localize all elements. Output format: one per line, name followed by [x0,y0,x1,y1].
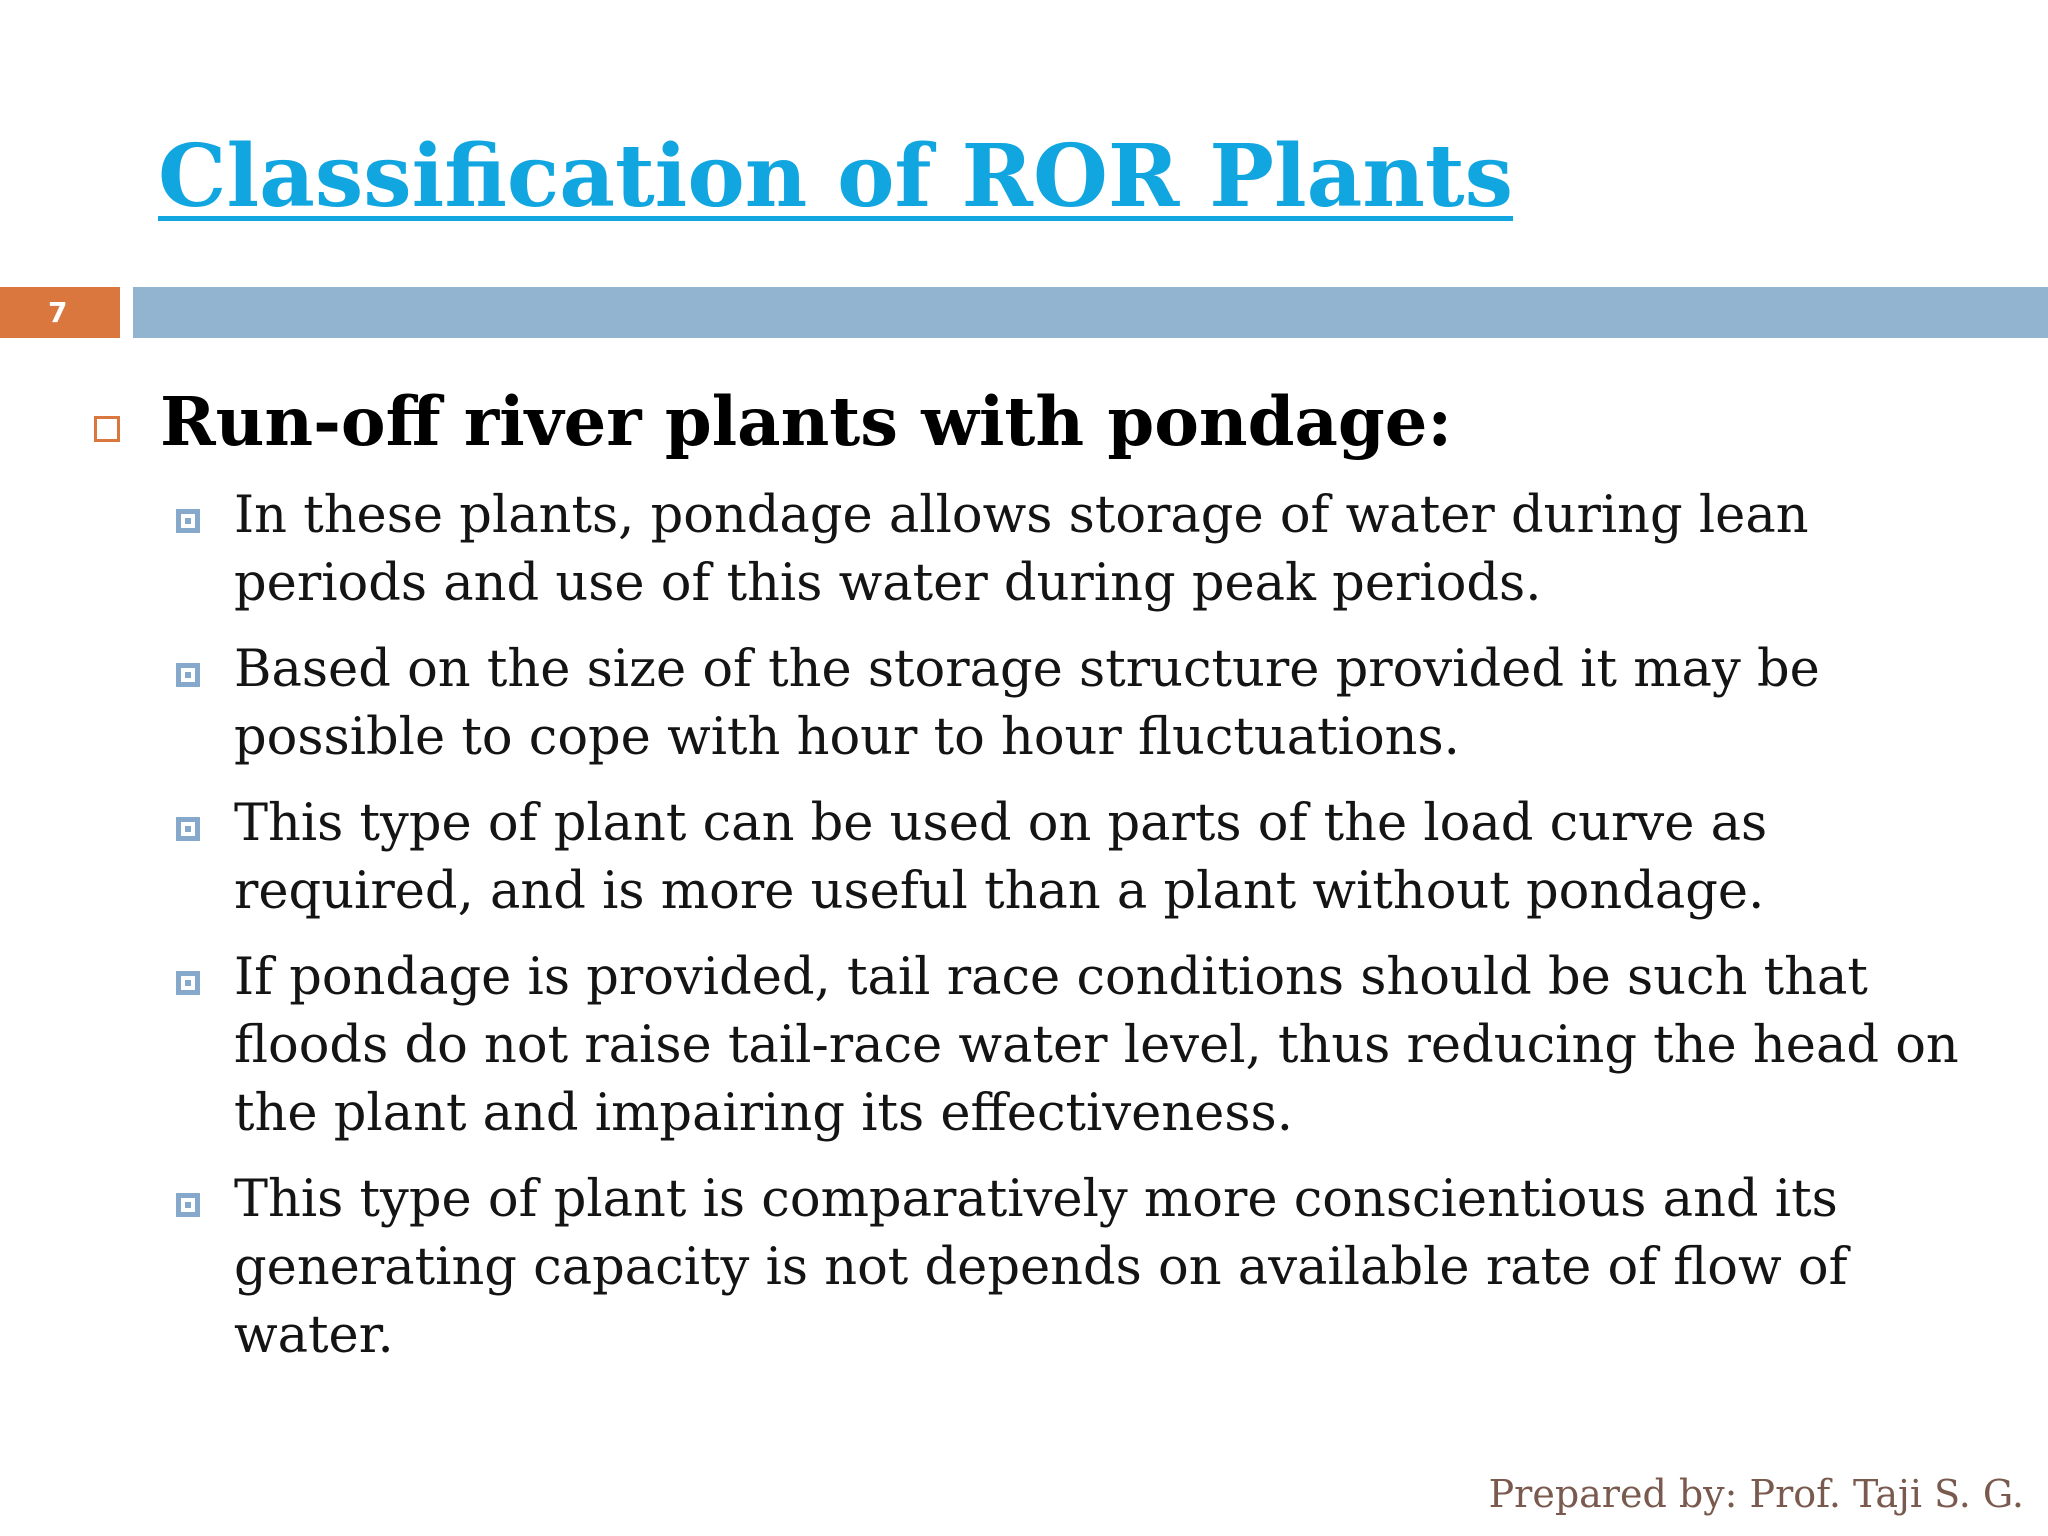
square-bullet-icon [176,509,200,533]
list-item-text: If pondage is provided, tail race conditions should be such that floods do not raise tail-race water level, thus reducing the head on the plant and impairing its effectiveness. [234,948,1959,1143]
list-item [176,636,2006,772]
list-item [176,1166,2006,1370]
square-bullet-icon [176,971,200,995]
slide-title: Classification of ROR Plants [158,126,1514,227]
header-band [133,287,2048,338]
list-item [176,482,2006,618]
list-item [176,944,2006,1148]
slide-number: 7 [0,287,120,338]
list-item [176,790,2006,926]
bullet-list [176,482,2006,1388]
section-heading: Run-off river plants with pondage: [160,382,1453,461]
square-bullet-icon [176,817,200,841]
hollow-square-icon [94,416,120,442]
list-item-text: In these plants, pondage allows storage of water during lean periods and use of this water during peak periods. [234,486,1809,613]
square-bullet-icon [176,663,200,687]
list-item-text: Based on the size of the storage structure provided it may be possible to cope with hour to hour fluctuations. [234,640,1820,767]
list-item-text: This type of plant can be used on parts of the load curve as required, and is more useful than a plant without pondage. [234,794,1768,921]
square-bullet-icon [176,1193,200,1217]
footer-credit: Prepared by: Prof. Taji S. G. [1488,1472,2024,1516]
list-item-text: This type of plant is comparatively more conscientious and its generating capacity is not depends on available rate of flow of water. [234,1170,1848,1365]
